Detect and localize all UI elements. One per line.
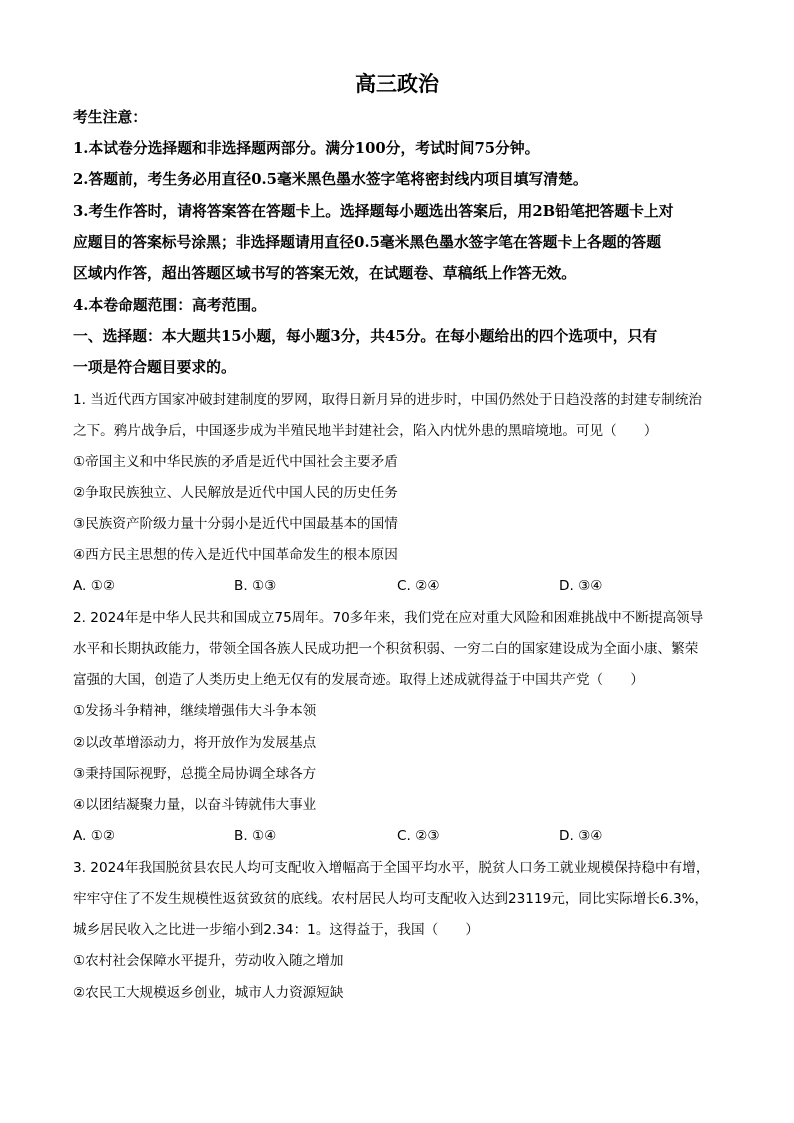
section-heading-cont: 一项是符合题目要求的。: [73, 359, 236, 376]
question-2-stem: 水平和长期执政能力，带领全国各族人民成功把一个积贫积弱、一穷二白的国家建设成为全面小康、繁荣: [73, 641, 699, 657]
question-1-statement: ①帝国主义和中华民族的矛盾是近代中国社会主要矛盾: [73, 454, 398, 470]
question-2-statement: ①发扬斗争精神，继续增强伟大斗争本领: [73, 703, 317, 719]
option-a: A. ①②: [73, 828, 116, 844]
question-1-statement: ③民族资产阶级力量十分弱小是近代中国最基本的国情: [73, 516, 398, 532]
notice-item: 2.答题前，考生务必用直径0.5毫米黑色墨水签字笔将密封线内项目填写清楚。: [73, 171, 588, 188]
question-3-stem: 3. 2024年我国脱贫县农民人均可支配收入增幅高于全国平均水平，脱贫人口务工就业规模保持稳中有增，: [73, 860, 710, 876]
question-2-statement: ②以改革增添动力，将开放作为发展基点: [73, 735, 317, 751]
question-2-statement: ③秉持国际视野，总揽全局协调全球各方: [73, 766, 317, 782]
question-1-statement: ④西方民主思想的传入是近代中国革命发生的根本原因: [73, 547, 398, 563]
question-3-stem: 牢牢守住了不发生规模性返贫致贫的底线。农村居民人均可支配收入达到23119元，同比实际增长6.3%，: [73, 891, 709, 907]
page-title: 高三政治: [355, 71, 439, 96]
section-heading: 一、选择题：本大题共15小题，每小题3分，共45分。在每小题给出的四个选项中，只有: [73, 328, 658, 345]
question-3-statement: ②农民工大规模返乡创业，城市人力资源短缺: [73, 985, 344, 1001]
notice-item: 4.本卷命题范围：高考范围。: [73, 297, 267, 314]
notice-item: 1.本试卷分选择题和非选择题两部分。满分100分，考试时间75分钟。: [73, 140, 540, 157]
question-1-statement: ②争取民族独立、人民解放是近代中国人民的历史任务: [73, 485, 398, 501]
notice-heading: 考生注意：: [73, 109, 147, 126]
question-2-stem: 2. 2024年是中华人民共和国成立75周年。70多年来，我们党在应对重大风险和困难挑战中不断提高领导: [73, 610, 704, 626]
question-3-stem: 城乡居民收入之比进一步缩小到2.34：1。这得益于，我国（ ）: [73, 922, 479, 938]
option-d: D. ③④: [559, 578, 603, 594]
notice-item: 3.考生作答时，请将答案答在答题卡上。选择题每小题选出答案后，用2B铅笔把答题卡上对: [73, 203, 674, 220]
option-b: B. ①③: [234, 578, 277, 594]
question-2-statement: ④以团结凝聚力量，以奋斗铸就伟大事业: [73, 797, 317, 813]
question-3-statement: ①农村社会保障水平提升，劳动收入随之增加: [73, 953, 344, 969]
question-1-stem: 之下。鸦片战争后，中国逐步成为半殖民地半封建社会，陷入内忧外患的黑暗境地。可见（ ）: [73, 423, 658, 439]
option-d: D. ③④: [559, 828, 603, 844]
option-c: C. ②③: [397, 828, 440, 844]
question-1-options: [73, 576, 733, 596]
notice-item: 应题目的答案标号涂黑；非选择题请用直径0.5毫米黑色墨水签字笔在答题卡上各题的答题: [73, 234, 662, 251]
question-2-stem: 富强的大国，创造了人类历史上绝无仅有的发展奇迹。取得上述成就得益于中国共产党（ ）: [73, 672, 644, 688]
option-c: C. ②④: [397, 578, 440, 594]
question-2-options: [73, 826, 733, 846]
question-1-stem: 1. 当近代西方国家冲破封建制度的罗网，取得日新月异的进步时，中国仍然处于日趋没落的封建专制统治: [73, 392, 703, 408]
notice-item: 区域内作答，超出答题区域书写的答案无效，在试题卷、草稿纸上作答无效。: [73, 265, 577, 282]
option-b: B. ①④: [234, 828, 277, 844]
option-a: A. ①②: [73, 578, 116, 594]
